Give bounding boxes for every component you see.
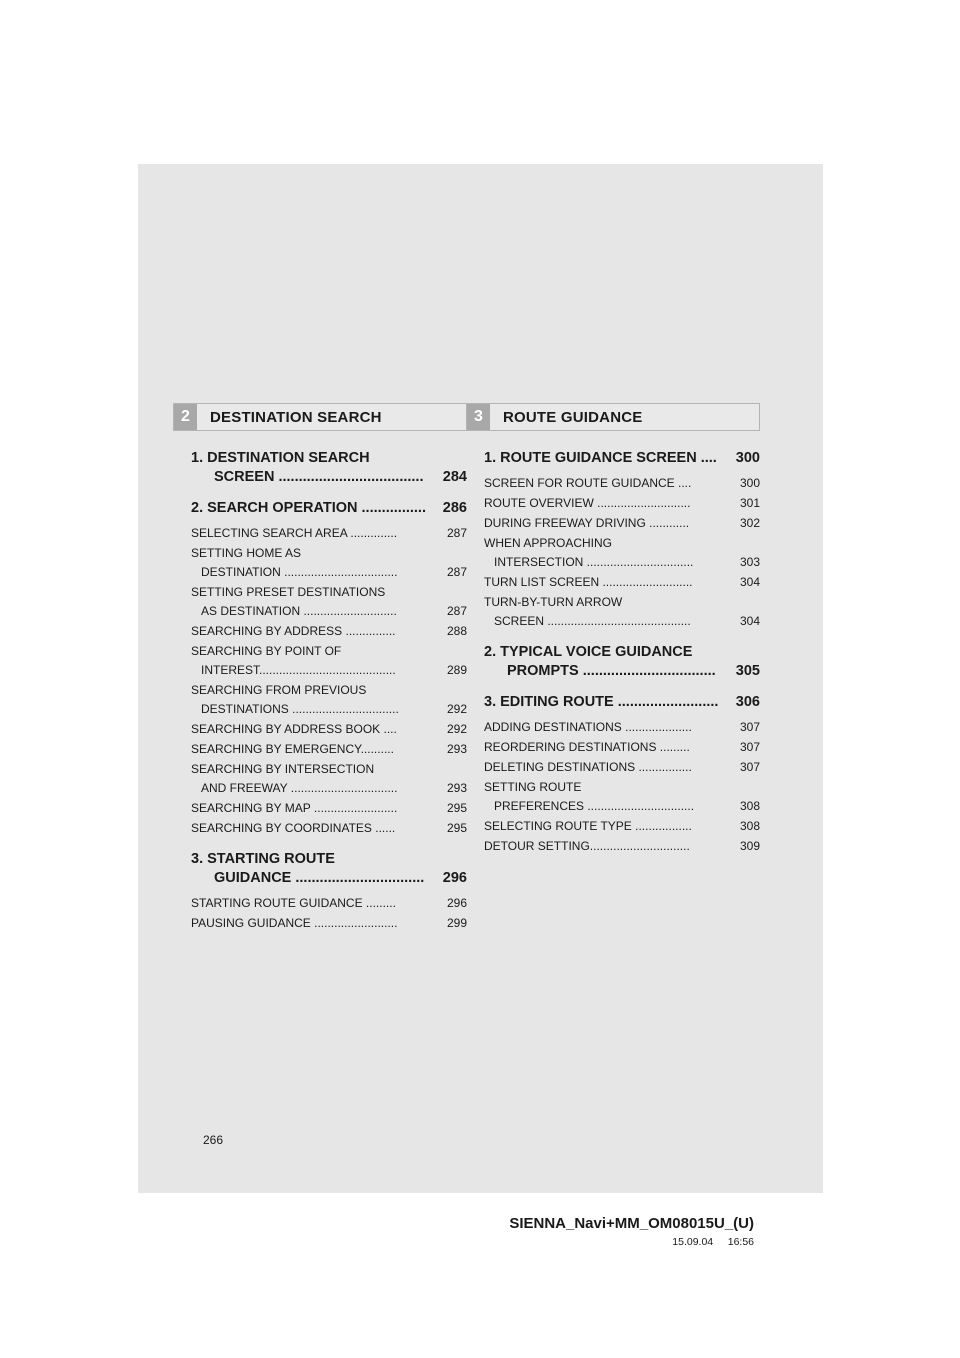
toc-page-number: 308 — [739, 819, 760, 833]
toc-page-number: 303 — [739, 555, 760, 569]
toc-page-number: 308 — [739, 799, 760, 813]
toc-page-number: 286 — [442, 500, 467, 516]
toc-entry[interactable] — [191, 681, 467, 719]
toc-entry[interactable] — [191, 720, 467, 739]
toc-chapter[interactable] — [484, 643, 760, 681]
toc-title: SELECTING ROUTE TYPE ................. — [484, 819, 692, 833]
toc-list — [173, 449, 467, 933]
toc-title: SEARCHING BY INTERSECTION — [191, 762, 375, 776]
toc-chapter[interactable] — [191, 449, 467, 487]
toc-title: SETTING HOME AS — [191, 546, 302, 560]
toc-title: 3. STARTING ROUTE — [191, 851, 335, 867]
toc-entry[interactable] — [484, 474, 760, 493]
toc-page-number: 300 — [735, 450, 760, 466]
toc-page-number: 307 — [739, 760, 760, 774]
toc-title: DELETING DESTINATIONS ................ — [484, 760, 692, 774]
toc-title: PAUSING GUIDANCE ......................... — [191, 916, 398, 930]
toc-entry[interactable] — [191, 894, 467, 913]
toc-title: SEARCHING BY MAP ......................... — [191, 801, 398, 815]
toc-entry[interactable] — [191, 622, 467, 641]
toc-chapter[interactable] — [191, 499, 467, 518]
toc-title: 2. SEARCH OPERATION ................ — [191, 500, 426, 516]
toc-entry[interactable] — [484, 573, 760, 592]
section-title: DESTINATION SEARCH — [210, 408, 382, 426]
toc-page-number: 302 — [739, 516, 760, 530]
toc-entry[interactable] — [191, 583, 467, 621]
toc-entry[interactable] — [484, 817, 760, 836]
page-number: 266 — [203, 1133, 224, 1147]
toc-title: WHEN APPROACHING — [484, 536, 613, 550]
toc-title: ADDING DESTINATIONS .................... — [484, 720, 692, 734]
toc-page-number: 295 — [446, 821, 467, 835]
toc-title: ROUTE OVERVIEW ............................ — [484, 496, 691, 510]
toc-title: 2. TYPICAL VOICE GUIDANCE — [484, 644, 693, 660]
toc-page-number: 296 — [446, 896, 467, 910]
toc-title: TURN LIST SCREEN ........................... — [484, 575, 693, 589]
toc-entry[interactable] — [484, 534, 760, 572]
toc-title: SEARCHING BY EMERGENCY.......... — [191, 742, 394, 756]
toc-page-number: 300 — [739, 476, 760, 490]
footer-timestamp: 15.09.04 16:56 — [672, 1236, 754, 1248]
toc-title: SETTING ROUTE — [484, 780, 582, 794]
toc-page-number: 292 — [446, 722, 467, 736]
toc-title-continued: INTEREST......................................... — [201, 663, 396, 677]
toc-title: SEARCHING BY ADDRESS BOOK .... — [191, 722, 397, 736]
toc-page-number: 284 — [442, 469, 467, 485]
toc-page-number: 293 — [446, 742, 467, 756]
toc-entry[interactable] — [484, 514, 760, 533]
toc-title: DETOUR SETTING.............................. — [484, 839, 690, 853]
toc-title-continued: DESTINATION .................................. — [201, 565, 398, 579]
toc-title-continued: SCREEN ........................................... — [494, 614, 691, 628]
toc-entry[interactable] — [484, 837, 760, 856]
toc-title-continued: PROMPTS ................................. — [507, 663, 716, 679]
toc-entry[interactable] — [191, 760, 467, 798]
toc-page-number: 288 — [446, 624, 467, 638]
toc-entry[interactable] — [191, 914, 467, 933]
toc-page-number: 304 — [739, 575, 760, 589]
section-route-guidance — [466, 403, 760, 857]
toc-list — [466, 449, 760, 856]
toc-title-continued: DESTINATIONS ................................ — [201, 702, 399, 716]
toc-chapter[interactable] — [191, 850, 467, 888]
section-header — [466, 403, 760, 431]
toc-title: REORDERING DESTINATIONS ......... — [484, 740, 690, 754]
toc-title: 3. EDITING ROUTE ......................... — [484, 694, 719, 710]
toc-title: SCREEN FOR ROUTE GUIDANCE .... — [484, 476, 692, 490]
toc-title: SEARCHING FROM PREVIOUS — [191, 683, 367, 697]
toc-title-continued: PREFERENCES ................................ — [494, 799, 695, 813]
toc-entry[interactable] — [191, 524, 467, 543]
toc-page-number: 296 — [442, 870, 467, 886]
toc-entry[interactable] — [191, 740, 467, 759]
toc-page-number: 292 — [446, 702, 467, 716]
toc-page-number: 299 — [446, 916, 467, 930]
toc-page-number: 287 — [446, 565, 467, 579]
toc-page-number: 307 — [739, 720, 760, 734]
toc-title: 1. ROUTE GUIDANCE SCREEN .... — [484, 450, 717, 466]
toc-page-number: 307 — [739, 740, 760, 754]
toc-page-number: 301 — [739, 496, 760, 510]
toc-page-number: 289 — [446, 663, 467, 677]
section-number: 3 — [467, 404, 490, 430]
toc-page-number: 305 — [735, 663, 760, 679]
toc-title: SEARCHING BY POINT OF — [191, 644, 342, 658]
toc-title: DURING FREEWAY DRIVING ............ — [484, 516, 690, 530]
section-destination-search — [173, 403, 467, 934]
toc-entry[interactable] — [191, 799, 467, 818]
toc-entry[interactable] — [484, 758, 760, 777]
toc-title: TURN-BY-TURN ARROW — [484, 595, 623, 609]
toc-title-continued: GUIDANCE ................................ — [214, 870, 425, 886]
section-title: ROUTE GUIDANCE — [503, 408, 643, 426]
toc-page-number: 304 — [739, 614, 760, 628]
toc-page-number: 287 — [446, 526, 467, 540]
toc-title-continued: INTERSECTION ................................ — [494, 555, 694, 569]
toc-entry[interactable] — [484, 593, 760, 631]
section-header — [173, 403, 467, 431]
toc-entry[interactable] — [484, 778, 760, 816]
toc-page-number: 293 — [446, 781, 467, 795]
toc-entry[interactable] — [484, 494, 760, 513]
toc-title-continued: AS DESTINATION ............................ — [201, 604, 397, 618]
toc-title: SEARCHING BY ADDRESS ............... — [191, 624, 396, 638]
toc-page-number: 287 — [446, 604, 467, 618]
toc-page-number: 295 — [446, 801, 467, 815]
toc-page-number: 309 — [739, 839, 760, 853]
toc-title: SETTING PRESET DESTINATIONS — [191, 585, 386, 599]
toc-title: SELECTING SEARCH AREA .............. — [191, 526, 398, 540]
toc-entry[interactable] — [484, 718, 760, 737]
toc-title: STARTING ROUTE GUIDANCE ......... — [191, 896, 396, 910]
toc-title-continued: SCREEN .................................... — [214, 469, 424, 485]
footer-document-code: SIENNA_Navi+MM_OM08015U_(U) — [509, 1215, 754, 1232]
toc-entry[interactable] — [484, 738, 760, 757]
toc-entry[interactable] — [191, 819, 467, 838]
section-number: 2 — [174, 404, 197, 430]
toc-entry[interactable] — [191, 642, 467, 680]
toc-chapter[interactable] — [484, 449, 760, 468]
toc-title: SEARCHING BY COORDINATES ...... — [191, 821, 396, 835]
toc-page-number: 306 — [735, 694, 760, 710]
toc-title: 1. DESTINATION SEARCH — [191, 450, 370, 466]
toc-entry[interactable] — [191, 544, 467, 582]
toc-chapter[interactable] — [484, 693, 760, 712]
toc-title-continued: AND FREEWAY ................................ — [201, 781, 398, 795]
